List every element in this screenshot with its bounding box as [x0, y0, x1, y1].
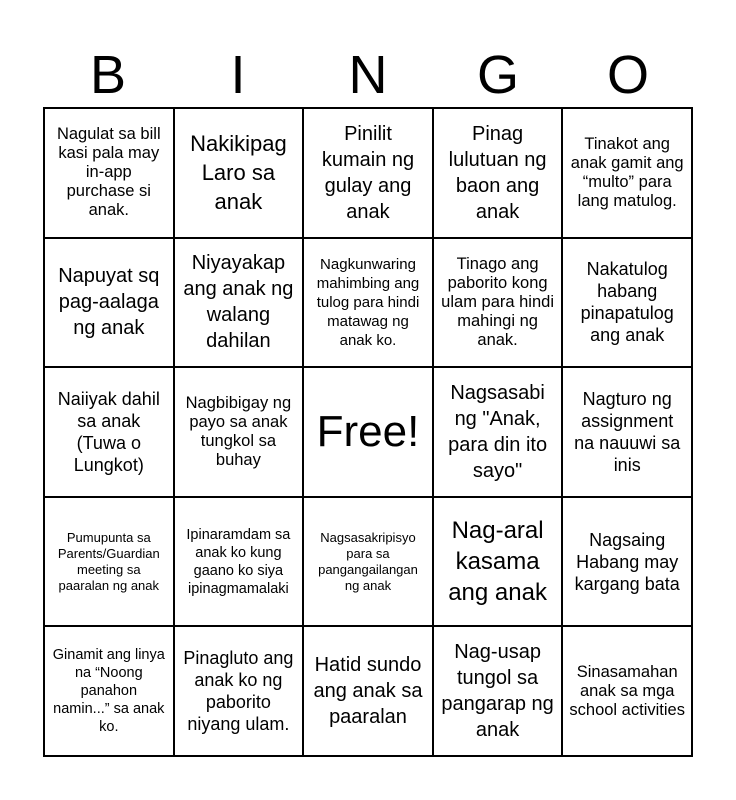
header-letter-n: N — [348, 45, 388, 105]
bingo-cell[interactable]: Nag-usap tungol sa pangarap ng anak — [433, 626, 563, 756]
bingo-cell[interactable]: Nagsasakripisyo para sa pangangailangan ng anak — [303, 497, 433, 627]
bingo-cell[interactable]: Napuyat sq pag-aalaga ng anak — [44, 238, 174, 368]
bingo-cell[interactable]: Hatid sundo ang anak sa paaralan — [303, 626, 433, 756]
bingo-cell[interactable]: Ginamit ang linya na “Noong panahon namin...” sa anak ko. — [44, 626, 174, 756]
bingo-cell[interactable]: Pumupunta sa Parents/Guardian meeting sa paaralan ng anak — [44, 497, 174, 627]
bingo-cell[interactable]: Naiiyak dahil sa anak (Tuwa o Lungkot) — [44, 367, 174, 497]
bingo-cell[interactable]: Tinago ang paborito kong ulam para hindi mahingi ng anak. — [433, 238, 563, 368]
bingo-cell[interactable]: Nagsaing Habang may kargang bata — [562, 497, 692, 627]
bingo-cell[interactable]: Nagsasabi ng "Anak, para din ito sayo" — [433, 367, 563, 497]
bingo-header — [43, 46, 693, 104]
bingo-cell[interactable]: Nag-aral kasama ang anak — [433, 497, 563, 627]
bingo-cell[interactable]: Nakatulog habang pinapatulog ang anak — [562, 238, 692, 368]
bingo-cell[interactable]: Nagkunwaring mahimbing ang tulog para hindi matawag ng anak ko. — [303, 238, 433, 368]
bingo-cell[interactable]: Pinag lulutuan ng baon ang anak — [433, 108, 563, 238]
bingo-cell[interactable]: Pinilit kumain ng gulay ang anak — [303, 108, 433, 238]
free-space[interactable]: Free! — [303, 367, 433, 497]
header-letter-b: B — [89, 45, 127, 105]
header-letter-o: O — [606, 45, 649, 105]
bingo-cell[interactable]: Pinagluto ang anak ko ng paborito niyang ulam. — [174, 626, 304, 756]
bingo-cell[interactable]: Niyayakap ang anak ng walang dahilan — [174, 238, 304, 368]
bingo-cell[interactable]: Nagulat sa bill kasi pala may in-app purchase si anak. — [44, 108, 174, 238]
bingo-cell[interactable]: Nagturo ng assignment na nauuwi sa inis — [562, 367, 692, 497]
bingo-cell[interactable]: Nakikipag Laro sa anak — [174, 108, 304, 238]
bingo-cell[interactable]: Nagbibigay ng payo sa anak tungkol sa buhay — [174, 367, 304, 497]
bingo-cell[interactable]: Tinakot ang anak gamit ang “multo” para lang matulog. — [562, 108, 692, 238]
bingo-grid — [43, 107, 693, 757]
header-letter-i: I — [230, 45, 246, 105]
bingo-cell[interactable]: Sinasamahan anak sa mga school activities — [562, 626, 692, 756]
header-letter-g: G — [476, 45, 519, 105]
bingo-cell[interactable]: Ipinaramdam sa anak ko kung gaano ko siya ipinagmamalaki — [174, 497, 304, 627]
